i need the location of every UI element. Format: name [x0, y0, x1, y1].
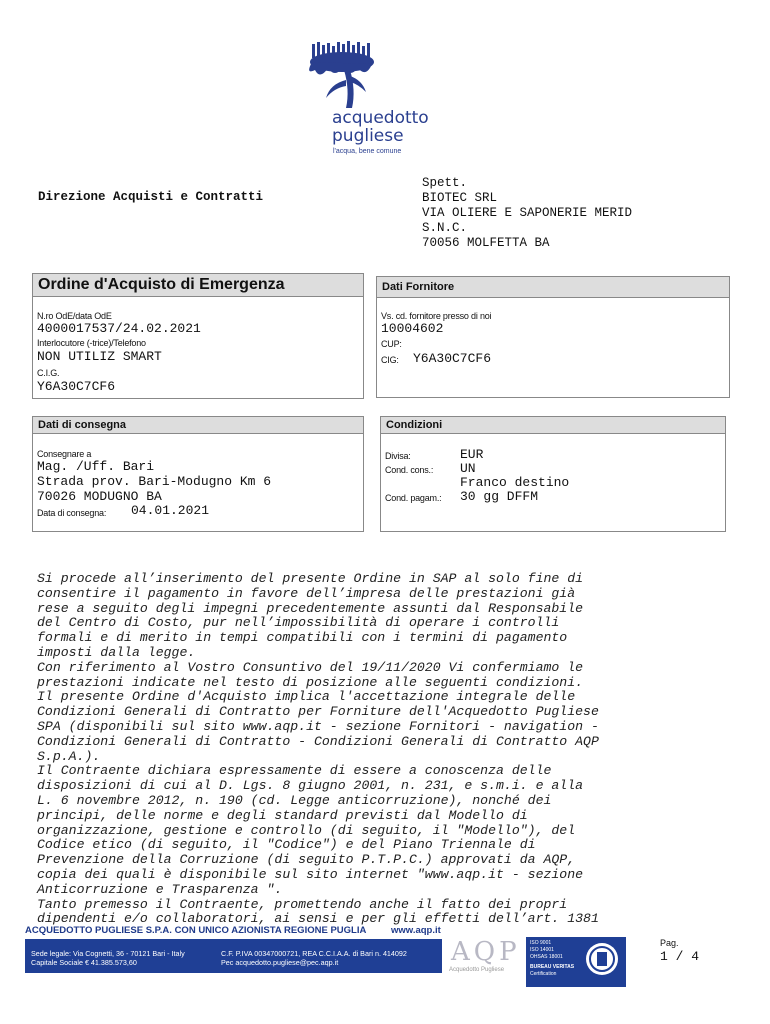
currency-value: EUR [460, 447, 484, 462]
payment-value: 30 gg DFFM [460, 489, 539, 504]
body-line: Condizioni Generali di Contratto - Condizioni Generali di Contratto AQP [37, 733, 599, 749]
body-line: Il presente Ordine d'Acquisto implica l'accettazione integrale delle [37, 689, 576, 705]
footer-legal-line: Sede legale: Via Cognetti, 36 - 70121 Bari - Italy [31, 949, 185, 958]
delivery-date-label: Data di consegna: [37, 508, 107, 518]
body-line: consentire il pagamento in favore dell’impresa delle prestazioni già [37, 585, 576, 601]
footer-website: www.aqp.it [391, 925, 441, 936]
contact-label: Interlocutore (-trice)/Telefono [37, 338, 146, 348]
body-line: principi, delle norme e degli standard previsti dal Modello di [37, 807, 528, 823]
cert-line: ISO 9001 [530, 940, 552, 946]
cig-label: C.I.G. [37, 368, 60, 378]
delivery-line: Mag. /Uff. Bari [37, 459, 155, 474]
order-body-text [37, 572, 737, 927]
footer-legal-panel [25, 939, 442, 973]
bureau-veritas-seal-icon [584, 941, 620, 977]
recipient-address [422, 176, 632, 251]
body-line: Il Contraente dichiara espressamente di essere a conoscenza delle [37, 763, 552, 779]
body-line: SPA (disponibili sul sito www.aqp.it - sezione Fornitori - navigation - [37, 718, 599, 734]
supplier-cig-value: Y6A30C7CF6 [413, 351, 492, 366]
body-line: Si procede all’inserimento del presente Ordine in SAP al solo fine di [37, 571, 584, 586]
cert-line: OHSAS 18001 [530, 954, 563, 960]
currency-label: Divisa: [385, 451, 411, 461]
body-line: formali e di merito in tempi compatibili con i termini di pagamento [37, 630, 568, 646]
department-title: Direzione Acquisti e Contratti [38, 190, 264, 204]
brand-tagline: l'acqua, bene comune [333, 148, 402, 155]
aqp-subtitle: Acquedotto Pugliese [449, 967, 505, 973]
body-line: Con riferimento al Vostro Consuntivo del 19/11/2020 Vi confermiamo le [37, 659, 584, 675]
body-line: prestazioni indicate nel testo di posizione alle seguenti condizioni. [37, 674, 584, 690]
cert-line: Certification [530, 971, 557, 977]
cert-line: ISO 14001 [530, 947, 554, 953]
body-line: S.p.A.). [37, 748, 101, 764]
footer-company: ACQUEDOTTO PUGLIESE S.P.A. CON UNICO AZIONISTA REGIONE PUGLIA [25, 925, 367, 936]
body-line: organizzazione, gestione e controllo (di seguito, il "Modello"), del [37, 822, 576, 838]
supplier-box [376, 276, 730, 398]
delivery-line: Strada prov. Bari-Modugno Km 6 [37, 474, 272, 489]
page-label: Pag. [660, 938, 679, 948]
aqp-mark: AQP [451, 937, 521, 967]
brand-name: acquedotto [332, 108, 429, 128]
delivery-box [32, 416, 364, 532]
body-line: Tanto premesso il Contraente, promettendo anche il fatto dei propri [37, 896, 568, 912]
supplier-code-value: 10004602 [381, 321, 444, 336]
order-box [32, 273, 364, 399]
delivery-cond-value: UN [460, 461, 476, 476]
cert-line: BUREAU VERITAS [530, 964, 575, 970]
payment-label: Cond. pagam.: [385, 493, 442, 503]
address-line: BIOTEC SRL [422, 191, 498, 205]
delivery-cond-value-2: Franco destino [460, 475, 570, 490]
address-line: VIA OLIERE E SAPONERIE MERID [422, 206, 633, 220]
deliver-to-label: Consegnare a [37, 449, 92, 459]
body-line: disposizioni di cui al D. Lgs. 8 giugno 2001, n. 231, e s.m.i. e alla [37, 778, 584, 794]
address-line: Spett. [422, 176, 468, 190]
body-line: Codice etico (di seguito, il "Codice") e del Piano Triennale di [37, 837, 536, 853]
body-line: dipendenti e/o collaboratori, ai sensi e per gli effetti dell’art. 1381 [37, 911, 599, 927]
supplier-code-label: Vs. cd. fornitore presso di noi [381, 311, 492, 321]
address-line: S.N.C. [422, 221, 468, 235]
body-line: del Centro di Costo, pur nell’impossibilità di operare i controlli [37, 615, 560, 631]
supplier-title: Dati Fornitore [377, 277, 729, 298]
brand-name-second: pugliese [332, 126, 404, 146]
address-line: 70056 MOLFETTA BA [422, 236, 550, 250]
cig-value: Y6A30C7CF6 [37, 379, 116, 394]
aqp-logo [447, 937, 521, 977]
delivery-date-value: 04.01.2021 [131, 503, 210, 518]
body-line: Condizioni Generali di Contratto per Forniture dell'Acquedotto Pugliese [37, 704, 599, 720]
footer-tax-line: C.F. P.IVA 00347000721, REA C.C.I.A.A. di Bari n. 414092 [221, 949, 407, 958]
footer-tax-line: Pec acquedotto.pugliese@pec.aqp.it [221, 958, 339, 967]
order-number-label: N.ro OdE/data OdE [37, 311, 112, 321]
footer-legal-line: Capitale Sociale € 41.385.573,60 [31, 958, 137, 967]
delivery-title: Dati di consegna [33, 417, 363, 434]
cup-label: CUP: [381, 339, 402, 349]
body-line: imposti dalla legge. [37, 644, 196, 660]
body-line: L. 6 novembre 2012, n. 190 (cd. Legge anticorruzione), nonché dei [37, 792, 552, 808]
order-number-value: 4000017537/24.02.2021 [37, 321, 201, 336]
order-title: Ordine d'Acquisto di Emergenza [33, 274, 363, 297]
contact-value: NON UTILIZ SMART [37, 349, 162, 364]
conditions-title: Condizioni [381, 417, 725, 434]
delivery-line: 70026 MODUGNO BA [37, 489, 162, 504]
footer-company-bar [25, 924, 625, 938]
body-line: copia dei quali è disponibile sul sito internet "www.aqp.it - sezione [37, 866, 584, 882]
body-line: rese a seguito degli impegni precedentemente assunti dal Responsabile [37, 600, 584, 616]
page-number: 1 / 4 [660, 949, 700, 964]
conditions-box [380, 416, 726, 532]
body-line: Prevenzione della Corruzione (di seguito P.T.P.C.) approvati da AQP, [37, 852, 576, 868]
supplier-cig-label: CIG: [381, 355, 399, 365]
certification-badge [526, 937, 626, 987]
body-line: Anticorruzione e Trasparenza ". [37, 881, 283, 897]
delivery-cond-label: Cond. cons.: [385, 465, 434, 475]
